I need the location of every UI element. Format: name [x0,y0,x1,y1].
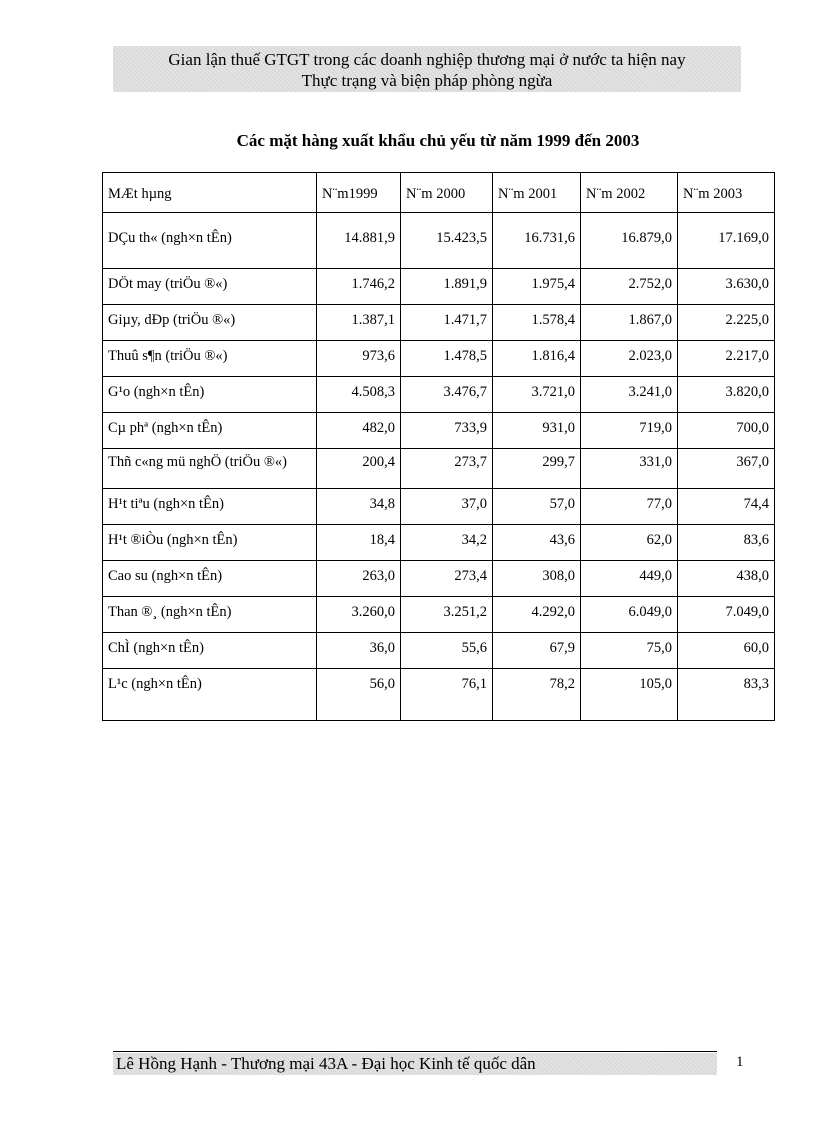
table-row [103,413,775,449]
table-cell: 7.049,0 [678,597,775,633]
column-header: N¨m 2003 [678,173,775,213]
table-cell: 1.816,4 [493,341,581,377]
table-row [103,305,775,341]
table-cell: 2.752,0 [581,269,678,305]
table-cell: 83,6 [678,525,775,561]
export-table [102,172,775,721]
table-cell: 3.630,0 [678,269,775,305]
column-header: N¨m 2002 [581,173,678,213]
row-label: L¹c (ngh×n tÊn) [103,669,317,721]
table-cell: 55,6 [401,633,493,669]
column-header: MÆt hµng [103,173,317,213]
table-cell: 1.746,2 [317,269,401,305]
table-cell: 77,0 [581,489,678,525]
table-cell: 67,9 [493,633,581,669]
table-cell: 1.478,5 [401,341,493,377]
row-label: H¹t tiªu (ngh×n tÊn) [103,489,317,525]
table-row [103,449,775,489]
table-cell: 3.820,0 [678,377,775,413]
table-cell: 200,4 [317,449,401,489]
table-cell: 367,0 [678,449,775,489]
row-label: Cao su (ngh×n tÊn) [103,561,317,597]
table-cell: 263,0 [317,561,401,597]
table-row [103,597,775,633]
column-header: N¨m 2000 [401,173,493,213]
table-cell: 34,2 [401,525,493,561]
page-footer: Lê Hồng Hạnh - Thương mại 43A - Đại học Kinh tế quốc dân [113,1053,717,1075]
table-cell: 17.169,0 [678,213,775,269]
table-cell: 1.891,9 [401,269,493,305]
table-cell: 449,0 [581,561,678,597]
page-number: 1 [736,1054,744,1070]
table-row [103,341,775,377]
column-header: N¨m 2001 [493,173,581,213]
table-cell: 105,0 [581,669,678,721]
table-cell: 16.879,0 [581,213,678,269]
table-cell: 331,0 [581,449,678,489]
table-cell: 482,0 [317,413,401,449]
table-cell: 1.387,1 [317,305,401,341]
table-cell: 733,9 [401,413,493,449]
table-cell: 60,0 [678,633,775,669]
row-label: Thuû s¶n (triÖu ®«) [103,341,317,377]
table-cell: 78,2 [493,669,581,721]
footer-divider [113,1051,717,1052]
table-cell: 2.217,0 [678,341,775,377]
table-row [103,561,775,597]
row-label: DÖt may (triÖu ®«) [103,269,317,305]
table-cell: 3.721,0 [493,377,581,413]
table-cell: 719,0 [581,413,678,449]
table-cell: 1.471,7 [401,305,493,341]
table-cell: 2.023,0 [581,341,678,377]
table-cell: 1.867,0 [581,305,678,341]
row-label: Thñ c«ng mü nghÖ (triÖu ®«) [103,449,317,489]
table-cell: 76,1 [401,669,493,721]
table-cell: 299,7 [493,449,581,489]
table-cell: 273,7 [401,449,493,489]
table-cell: 57,0 [493,489,581,525]
table-cell: 3.476,7 [401,377,493,413]
table-cell: 34,8 [317,489,401,525]
table-header-row [103,173,775,213]
table-cell: 83,3 [678,669,775,721]
table-cell: 973,6 [317,341,401,377]
table-cell: 15.423,5 [401,213,493,269]
header-title-line2: Thực trạng và biện pháp phòng ngừa [301,71,553,90]
table-cell: 14.881,9 [317,213,401,269]
table-cell: 75,0 [581,633,678,669]
table-cell: 273,4 [401,561,493,597]
table-cell: 3.241,0 [581,377,678,413]
table-cell: 438,0 [678,561,775,597]
table-row [103,633,775,669]
table-cell: 43,6 [493,525,581,561]
table-cell: 3.251,2 [401,597,493,633]
row-label: G¹o (ngh×n tÊn) [103,377,317,413]
table-cell: 56,0 [317,669,401,721]
column-header: N¨m1999 [317,173,401,213]
row-label: DÇu th« (ngh×n tÊn) [103,213,317,269]
table-row [103,213,775,269]
row-label: Cµ phª (ngh×n tÊn) [103,413,317,449]
table-cell: 2.225,0 [678,305,775,341]
page-header [113,46,741,92]
header-title-line1: Gian lận thuế GTGT trong các doanh nghiệp thương mại ở nước ta hiện nay [168,50,686,69]
table-cell: 700,0 [678,413,775,449]
table-title: Các mặt hàng xuất khẩu chủ yếu từ năm 1999 đến 2003 [236,131,640,150]
row-label: H¹t ®iÒu (ngh×n tÊn) [103,525,317,561]
table-row [103,377,775,413]
row-label: ChÌ (ngh×n tÊn) [103,633,317,669]
table-cell: 62,0 [581,525,678,561]
table-cell: 37,0 [401,489,493,525]
row-label: Giµy, dÐp (triÖu ®«) [103,305,317,341]
table-row [103,269,775,305]
table-cell: 74,4 [678,489,775,525]
table-cell: 1.975,4 [493,269,581,305]
table-cell: 36,0 [317,633,401,669]
table-cell: 4.508,3 [317,377,401,413]
table-row [103,489,775,525]
table-cell: 18,4 [317,525,401,561]
table-cell: 16.731,6 [493,213,581,269]
table-cell: 4.292,0 [493,597,581,633]
table-cell: 931,0 [493,413,581,449]
table-row [103,669,775,721]
row-label: Than ®¸ (ngh×n tÊn) [103,597,317,633]
table-row [103,525,775,561]
table-cell: 6.049,0 [581,597,678,633]
table-cell: 308,0 [493,561,581,597]
table-cell: 3.260,0 [317,597,401,633]
table-cell: 1.578,4 [493,305,581,341]
